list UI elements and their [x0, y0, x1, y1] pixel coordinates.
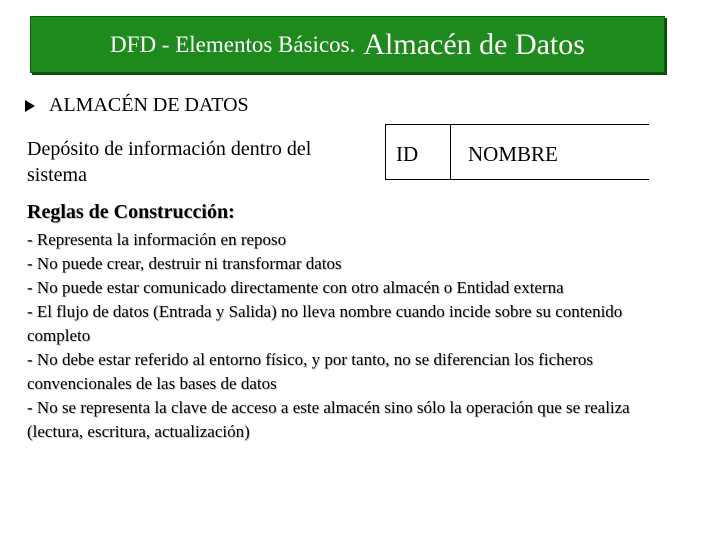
rule-item: - El flujo de datos (Entrada y Salida) no lleva nombre cuando incide sobre su contenido completo: [27, 302, 623, 345]
definition-text: Depósito de información dentro del sistema: [27, 138, 312, 186]
data-store-name-label: NOMBRE: [468, 142, 558, 166]
rule-item: - No debe estar referido al entorno físico, y por tanto, no se diferencian los ficheros convencionales de las bases de datos: [27, 350, 593, 393]
section-heading-text: ALMACÉN DE DATOS: [49, 94, 249, 116]
rules-list: [27, 228, 667, 444]
rule-item: - No se representa la clave de acceso a este almacén sino sólo la operación que se realiza (lectura, escritura, actualización): [27, 398, 630, 441]
title-prefix: DFD - Elementos Básicos.: [110, 31, 356, 57]
rule-item: - No puede crear, destruir ni transformar datos: [27, 254, 342, 273]
section-heading: [25, 94, 249, 117]
data-store-symbol: [385, 124, 649, 180]
rule-item: - No puede estar comunicado directamente con otro almacén o Entidad externa: [27, 278, 564, 297]
data-store-id-label: ID: [396, 142, 419, 166]
rule-item: - Representa la información en reposo: [27, 230, 287, 249]
rules-heading: Reglas de Construcción:: [27, 201, 235, 223]
title-banner: [30, 16, 665, 73]
data-store-divider: [450, 125, 451, 179]
title-main: Almacén de Datos: [363, 27, 585, 61]
arrow-bullet-icon: [25, 100, 35, 112]
